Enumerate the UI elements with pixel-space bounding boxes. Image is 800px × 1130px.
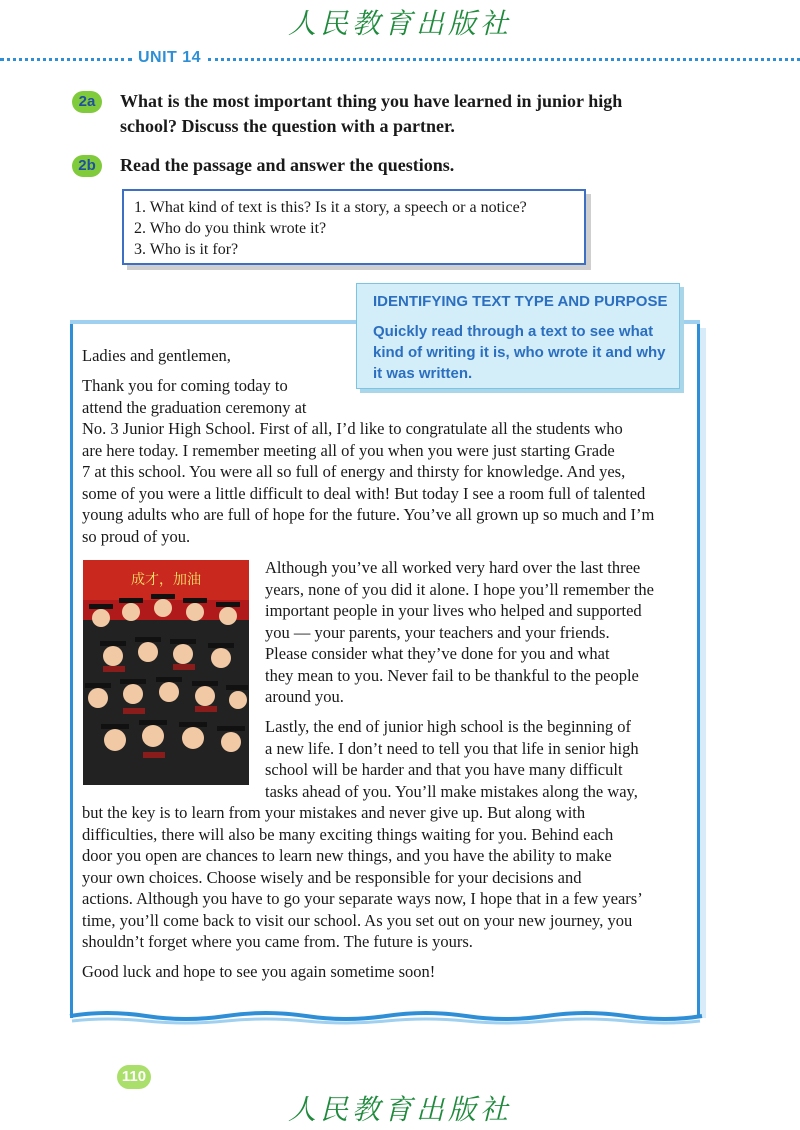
- passage-line: important people in your lives who helped and supported: [265, 601, 642, 620]
- wavy-bottom-edge: [66, 1008, 706, 1028]
- passage-line: so proud of you.: [82, 526, 191, 546]
- passage-line: shouldn’t forget where you came from. The future is yours.: [82, 932, 473, 951]
- unit-label: UNIT 14: [138, 49, 202, 66]
- passage-line: school will be harder and that you have many difficult: [265, 760, 623, 779]
- paragraph-3-bottom: [82, 802, 682, 953]
- passage-line: years, none of you did it alone. I hope you’ll remember the: [265, 579, 655, 599]
- frame-shadow: [700, 328, 706, 1018]
- task-2b-badge: 2b: [72, 155, 102, 177]
- question-item: 1. What kind of text is this? Is it a story, a speech or a notice?: [134, 199, 527, 216]
- dotted-rule-right: [208, 58, 800, 61]
- publisher-logo-top: 人民教育出版社: [287, 7, 512, 40]
- page-number: 110: [117, 1065, 151, 1089]
- passage-line: you — your parents, your teachers and your friends.: [265, 622, 610, 642]
- passage-line: tasks ahead of you. You’ll make mistakes along the way,: [265, 781, 638, 801]
- passage-line: are here today. I remember meeting all of you when you were just starting Grade: [82, 440, 615, 460]
- passage-line: but the key is to learn from your mistakes and never give up. But along with: [82, 803, 586, 822]
- dotted-rule-left: [0, 58, 132, 61]
- question-item: 3. Who is it for?: [134, 241, 239, 258]
- graduation-photo: [83, 560, 249, 785]
- passage-line: around you.: [265, 687, 344, 706]
- task-2a-badge: 2a: [72, 91, 102, 113]
- questions-box: [122, 189, 586, 265]
- passage-line: time, you’ll come back to visit our school. As you set out on your new journey, you: [82, 910, 633, 930]
- task-2a-instruction: What is the most important thing you have learned in junior high school? Discuss the question with a partner.: [120, 91, 623, 136]
- salutation: Ladies and gentlemen,: [82, 346, 231, 365]
- tip-text: Quickly read through a text to see what kind of writing it is, who wrote it and why it was written.: [373, 323, 666, 382]
- passage-line: 7 at this school. You were all so full of energy and thirsty for knowledge. And yes,: [82, 462, 626, 481]
- publisher-logo-bottom: 人民教育出版社: [287, 1093, 512, 1126]
- passage-line: door you open are chances to learn new things, and you have the ability to make: [82, 846, 612, 865]
- reading-tip-box: [356, 283, 680, 389]
- photo-banner-text: 成才，加油: [131, 572, 201, 588]
- question-item: 2. Who do you think wrote it?: [134, 220, 327, 237]
- passage-line: difficulties, there will also be many exciting things waiting for you. Behind each: [82, 824, 614, 844]
- tip-title: IDENTIFYING TEXT TYPE AND PURPOSE: [373, 293, 668, 310]
- passage-line: a new life. I don’t need to tell you that life in senior high: [265, 738, 639, 758]
- paragraph-3-top: [265, 716, 685, 802]
- passage-line: Lastly, the end of junior high school is the beginning of: [265, 717, 631, 736]
- paragraph-2: [265, 557, 685, 708]
- passage-line: Please consider what they’ve done for you and what: [265, 644, 610, 663]
- passage-line: young adults who are full of hope for the future. You’ve all grown up so much and I’m: [82, 505, 655, 524]
- passage-line: some of you were a little difficult to deal with! But today I see a room full of talented: [82, 483, 646, 503]
- closing-line: Good luck and hope to see you again sometime soon!: [82, 962, 436, 981]
- passage-line: Although you’ve all worked very hard over the last three: [265, 558, 641, 577]
- passage-line: actions. Although you have to go your separate ways now, I hope that in a few years’: [82, 889, 643, 908]
- passage-line: Thank you for coming today to: [82, 376, 288, 395]
- paragraph-1: [82, 375, 682, 547]
- passage-line: No. 3 Junior High School. First of all, I’d like to congratulate all the students who: [82, 419, 623, 438]
- passage-line: they mean to you. Never fail to be thankful to the people: [265, 665, 639, 685]
- passage-line: your own choices. Choose wisely and be responsible for your decisions and: [82, 867, 582, 887]
- passage-line: attend the graduation ceremony at: [82, 397, 307, 417]
- unit-header: [0, 48, 800, 70]
- task-2b-instruction: Read the passage and answer the questions.: [120, 155, 455, 175]
